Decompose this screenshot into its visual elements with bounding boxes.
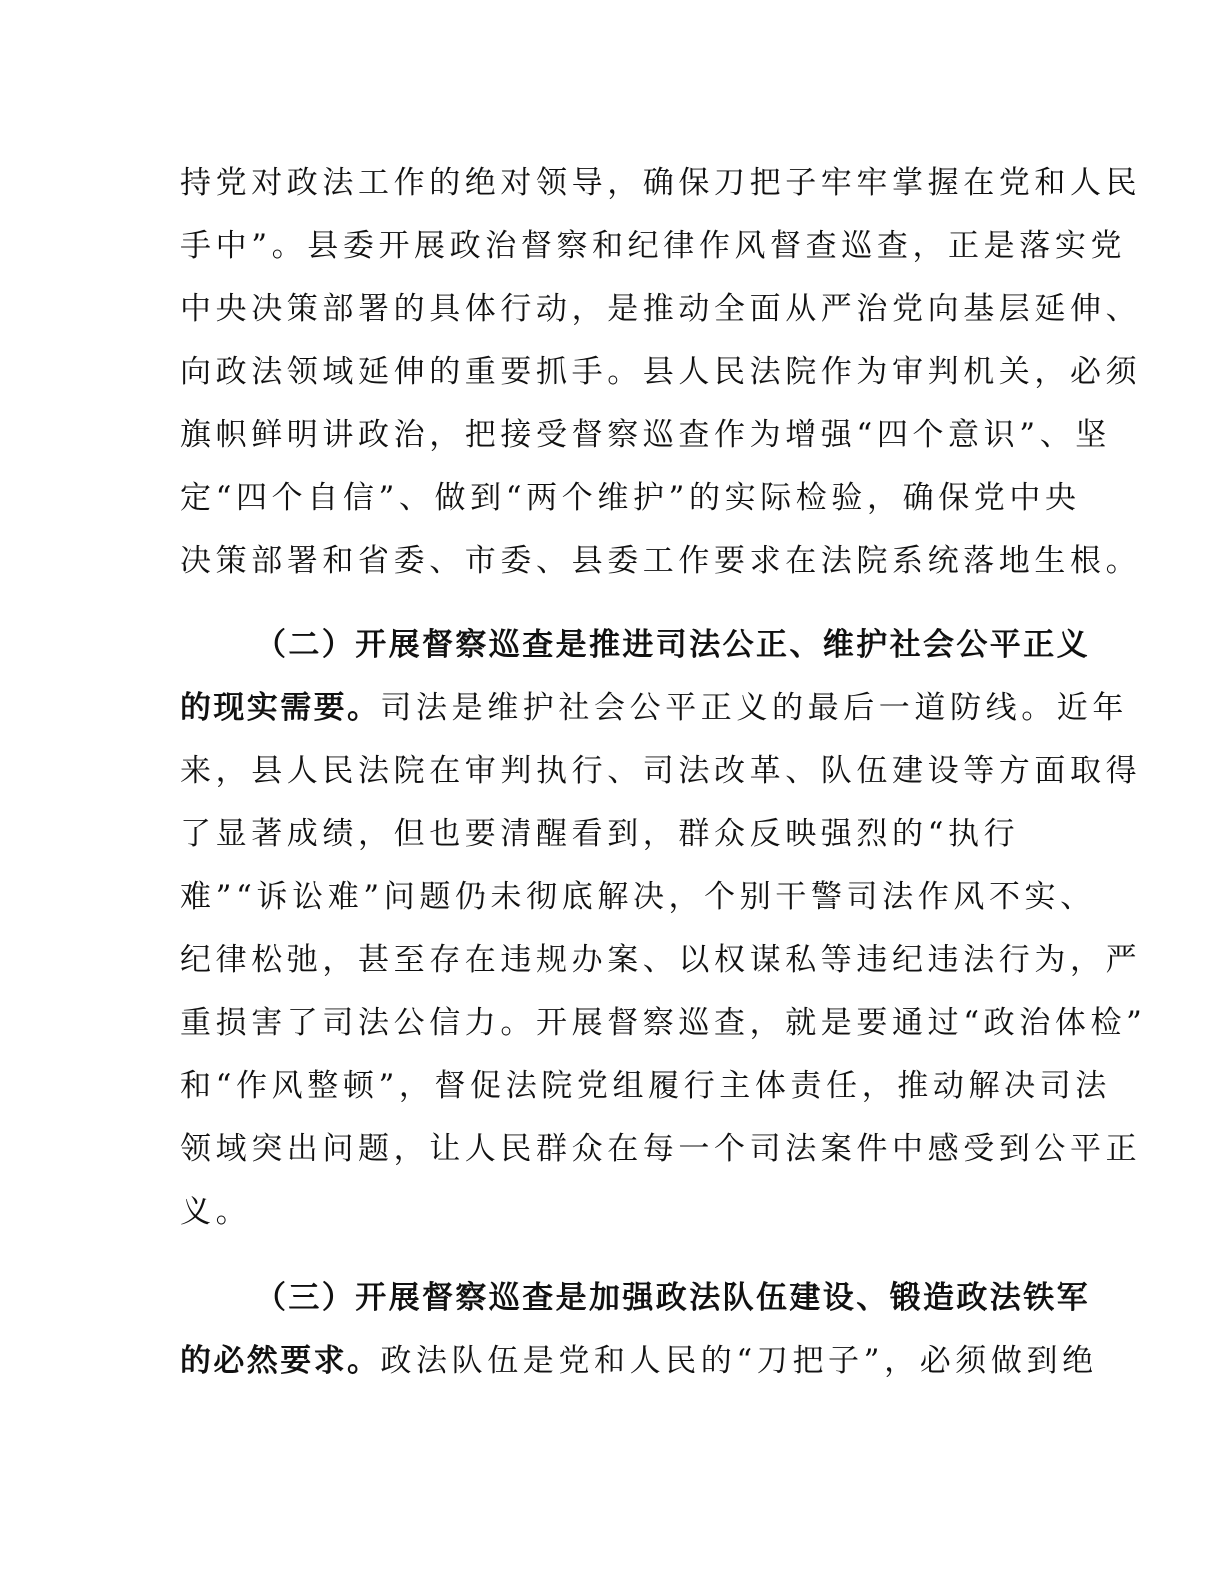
line-text: 纪律松弛，甚至存在违规办案、以权谋私等违纪违法行为，严 bbox=[180, 942, 1142, 978]
line-text: 决策部署和省委、市委、县委工作要求在法院系统落地生根。 bbox=[180, 543, 1142, 579]
text-line bbox=[180, 221, 1127, 271]
text-line bbox=[180, 1336, 1098, 1386]
text-line bbox=[180, 998, 1147, 1048]
text-line bbox=[180, 1061, 1111, 1111]
text-line bbox=[180, 746, 1142, 796]
line-text: 定“四个自信”、做到“两个维护”的实际检验，确保党中央 bbox=[180, 480, 1081, 516]
section-heading-line bbox=[255, 1273, 1090, 1323]
section-heading: 的必然要求。 bbox=[180, 1343, 381, 1379]
line-text: 中央决策部署的具体行动，是推动全面从严治党向基层延伸、 bbox=[180, 291, 1142, 327]
text-line bbox=[180, 1124, 1142, 1174]
line-text: 旗帜鲜明讲政治，把接受督察巡查作为增强“四个意识”、坚 bbox=[180, 417, 1111, 453]
text-line bbox=[180, 410, 1111, 460]
text-line bbox=[180, 872, 1096, 922]
line-text: 政法队伍是党和人民的“刀把子”，必须做到绝 bbox=[380, 1343, 1098, 1379]
text-line bbox=[180, 935, 1142, 985]
line-text: 持党对政法工作的绝对领导，确保刀把子牢牢掌握在党和人民 bbox=[180, 165, 1142, 201]
line-text: 司法是维护社会公平正义的最后一道防线。近年 bbox=[380, 690, 1129, 726]
line-text: 来，县人民法院在审判执行、司法改革、队伍建设等方面取得 bbox=[180, 753, 1142, 789]
line-text: 了显著成绩，但也要清醒看到，群众反映强烈的“执行 bbox=[180, 816, 1020, 852]
text-line bbox=[180, 809, 1040, 859]
line-text: 领域突出问题，让人民群众在每一个司法案件中感受到公平正 bbox=[180, 1131, 1142, 1167]
section-heading: （二）开展督察巡查是推进司法公正、维护社会公平正义 bbox=[255, 627, 1090, 663]
text-line bbox=[180, 683, 1129, 733]
text-line bbox=[180, 1187, 1040, 1237]
text-line bbox=[180, 284, 1142, 334]
text-line bbox=[180, 158, 1142, 208]
section-heading: 的现实需要。 bbox=[180, 690, 381, 726]
line-text: 重损害了司法公信力。开展督察巡查，就是要通过“政治体检” bbox=[180, 1005, 1147, 1041]
section-heading-line bbox=[255, 620, 1090, 670]
section-heading: （三）开展督察巡查是加强政法队伍建设、锻造政法铁军 bbox=[255, 1280, 1090, 1316]
text-line bbox=[180, 347, 1142, 397]
text-line bbox=[180, 536, 1142, 586]
line-text: 和“作风整顿”，督促法院党组履行主体责任，推动解决司法 bbox=[180, 1068, 1111, 1104]
text-line bbox=[180, 473, 1081, 523]
line-text: 义。 bbox=[180, 1194, 252, 1230]
line-text: 手中”。县委开展政治督察和纪律作风督查巡查，正是落实党 bbox=[180, 228, 1127, 264]
line-text: 难”“诉讼难”问题仍未彻底解决，个别干警司法作风不实、 bbox=[180, 879, 1096, 915]
line-text: 向政法领域延伸的重要抓手。县人民法院作为审判机关，必须 bbox=[180, 354, 1142, 390]
